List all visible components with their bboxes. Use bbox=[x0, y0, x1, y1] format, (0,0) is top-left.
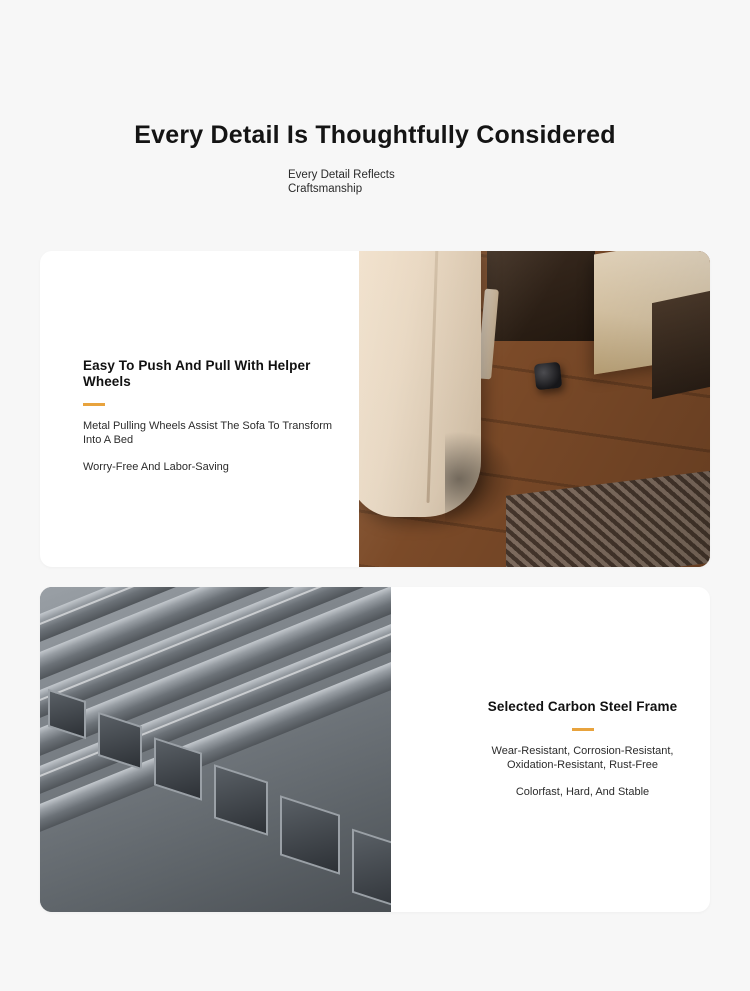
floor-sheen bbox=[359, 251, 710, 567]
feature-body: Wear-Resistant, Corrosion-Resistant, Oxidation-Resistant, Rust-Free bbox=[491, 745, 674, 771]
page-subtitle: Every Detail Reflects Craftsmanship bbox=[288, 169, 395, 195]
feature-body-secondary: Colorfast, Hard, And Stable bbox=[515, 786, 650, 798]
feature-title: Selected Carbon Steel Frame bbox=[487, 699, 678, 714]
tube-open-end bbox=[280, 795, 340, 874]
feature-title: Easy To Push And Pull With Helper Wheels bbox=[83, 358, 311, 389]
feature-text-block bbox=[83, 358, 333, 474]
accent-rule bbox=[83, 403, 105, 406]
feature-text-block bbox=[475, 699, 690, 799]
accent-rule bbox=[572, 728, 594, 731]
feature-body-secondary: Worry-Free And Labor-Saving bbox=[83, 461, 229, 473]
feature-body: Metal Pulling Wheels Assist The Sofa To Transform Into A Bed bbox=[83, 420, 333, 446]
tube-open-end bbox=[352, 829, 391, 912]
steel-tube-group bbox=[40, 587, 391, 912]
feature-image-steel bbox=[40, 587, 391, 912]
feature-image-wheels bbox=[359, 251, 710, 567]
page-title: Every Detail Is Thoughtfully Considered bbox=[134, 121, 616, 149]
page-header bbox=[0, 118, 750, 196]
tube-open-end bbox=[214, 764, 268, 836]
